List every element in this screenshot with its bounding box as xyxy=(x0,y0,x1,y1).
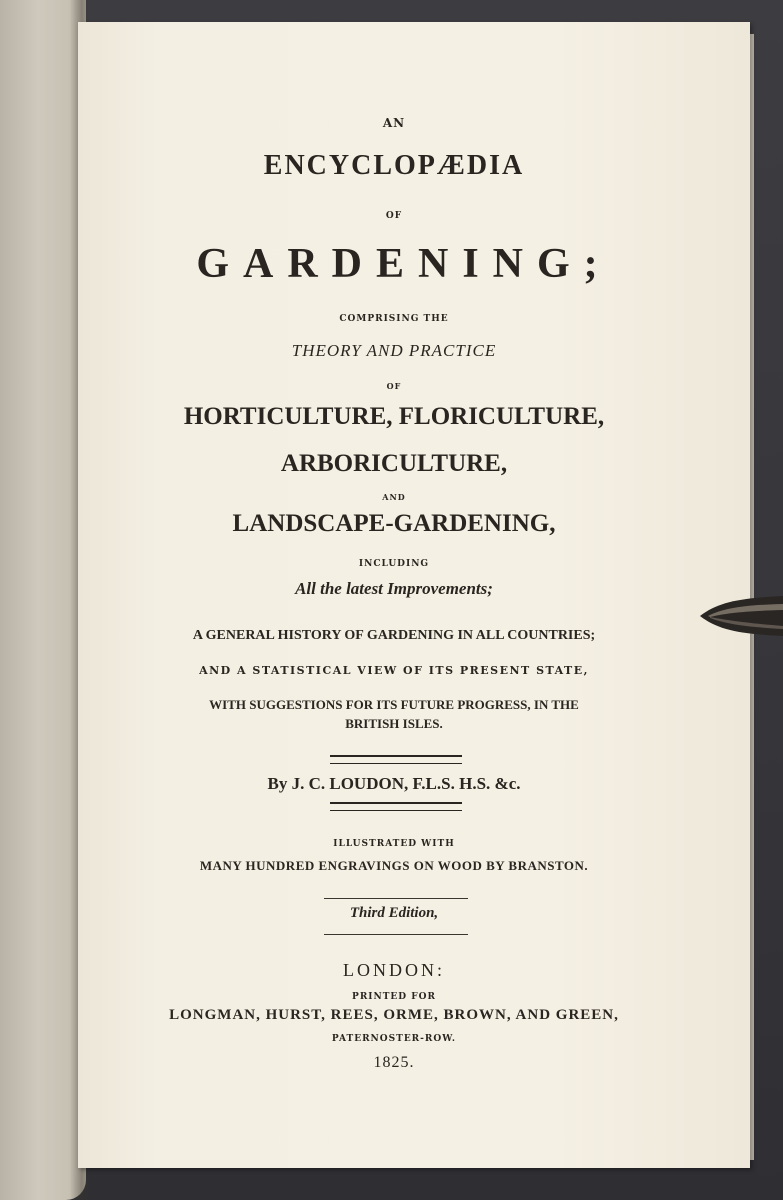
subtitle-arboriculture: ARBORICULTURE, xyxy=(280,450,508,477)
imprint-printed-for: PRINTED FOR xyxy=(352,992,436,1002)
subtitle-history: A GENERAL HISTORY OF GARDENING IN ALL COUNTRIES; xyxy=(192,628,596,643)
title-encyclopaedia: ENCYCLOPÆDIA xyxy=(263,150,525,181)
imprint-publishers: LONGMAN, HURST, REES, ORME, BROWN, AND GREEN, xyxy=(169,1007,619,1023)
double-rule-top xyxy=(330,755,462,764)
subtitle-and: AND xyxy=(382,492,406,502)
edition-line: Third Edition, xyxy=(349,905,439,921)
subtitle-comprising: COMPRISING THE xyxy=(339,314,449,324)
subtitle-statistical: AND A STATISTICAL VIEW OF ITS PRESENT STATE, xyxy=(199,664,589,677)
bookmark-ribbon-icon xyxy=(700,596,783,636)
title-article: AN xyxy=(382,116,406,130)
subtitle-theory: THEORY AND PRACTICE xyxy=(291,341,497,360)
title-of-1: OF xyxy=(385,211,403,221)
imprint-london: LONDON: xyxy=(343,960,445,980)
subtitle-horticulture: HORTICULTURE, FLORICULTURE, xyxy=(183,403,605,430)
author-line: By J. C. LOUDON, F.L.S. H.S. &c. xyxy=(267,774,521,793)
imprint-paternoster: PATERNOSTER-ROW. xyxy=(331,1034,457,1044)
thin-rule-bottom xyxy=(324,934,468,935)
title-gardening: GARDENING; xyxy=(196,241,612,287)
subtitle-landscape: LANDSCAPE-GARDENING, xyxy=(232,510,556,537)
thin-rule-top xyxy=(324,898,468,899)
engravings-line: MANY HUNDRED ENGRAVINGS ON WOOD BY BRANSTON. xyxy=(199,858,589,873)
subtitle-suggestions: WITH SUGGESTIONS FOR ITS FUTURE PROGRESS, IN THE xyxy=(209,697,579,712)
illustrated-with: ILLUSTRATED WITH xyxy=(333,839,455,849)
double-rule-bottom xyxy=(330,802,462,811)
subtitle-of-2: OF xyxy=(386,381,402,391)
subtitle-latest-improvements: All the latest Improvements; xyxy=(295,579,493,598)
imprint-year: 1825. xyxy=(373,1054,415,1071)
subtitle-including: INCLUDING xyxy=(358,559,430,569)
subtitle-british-isles: BRITISH ISLES. xyxy=(345,716,443,731)
